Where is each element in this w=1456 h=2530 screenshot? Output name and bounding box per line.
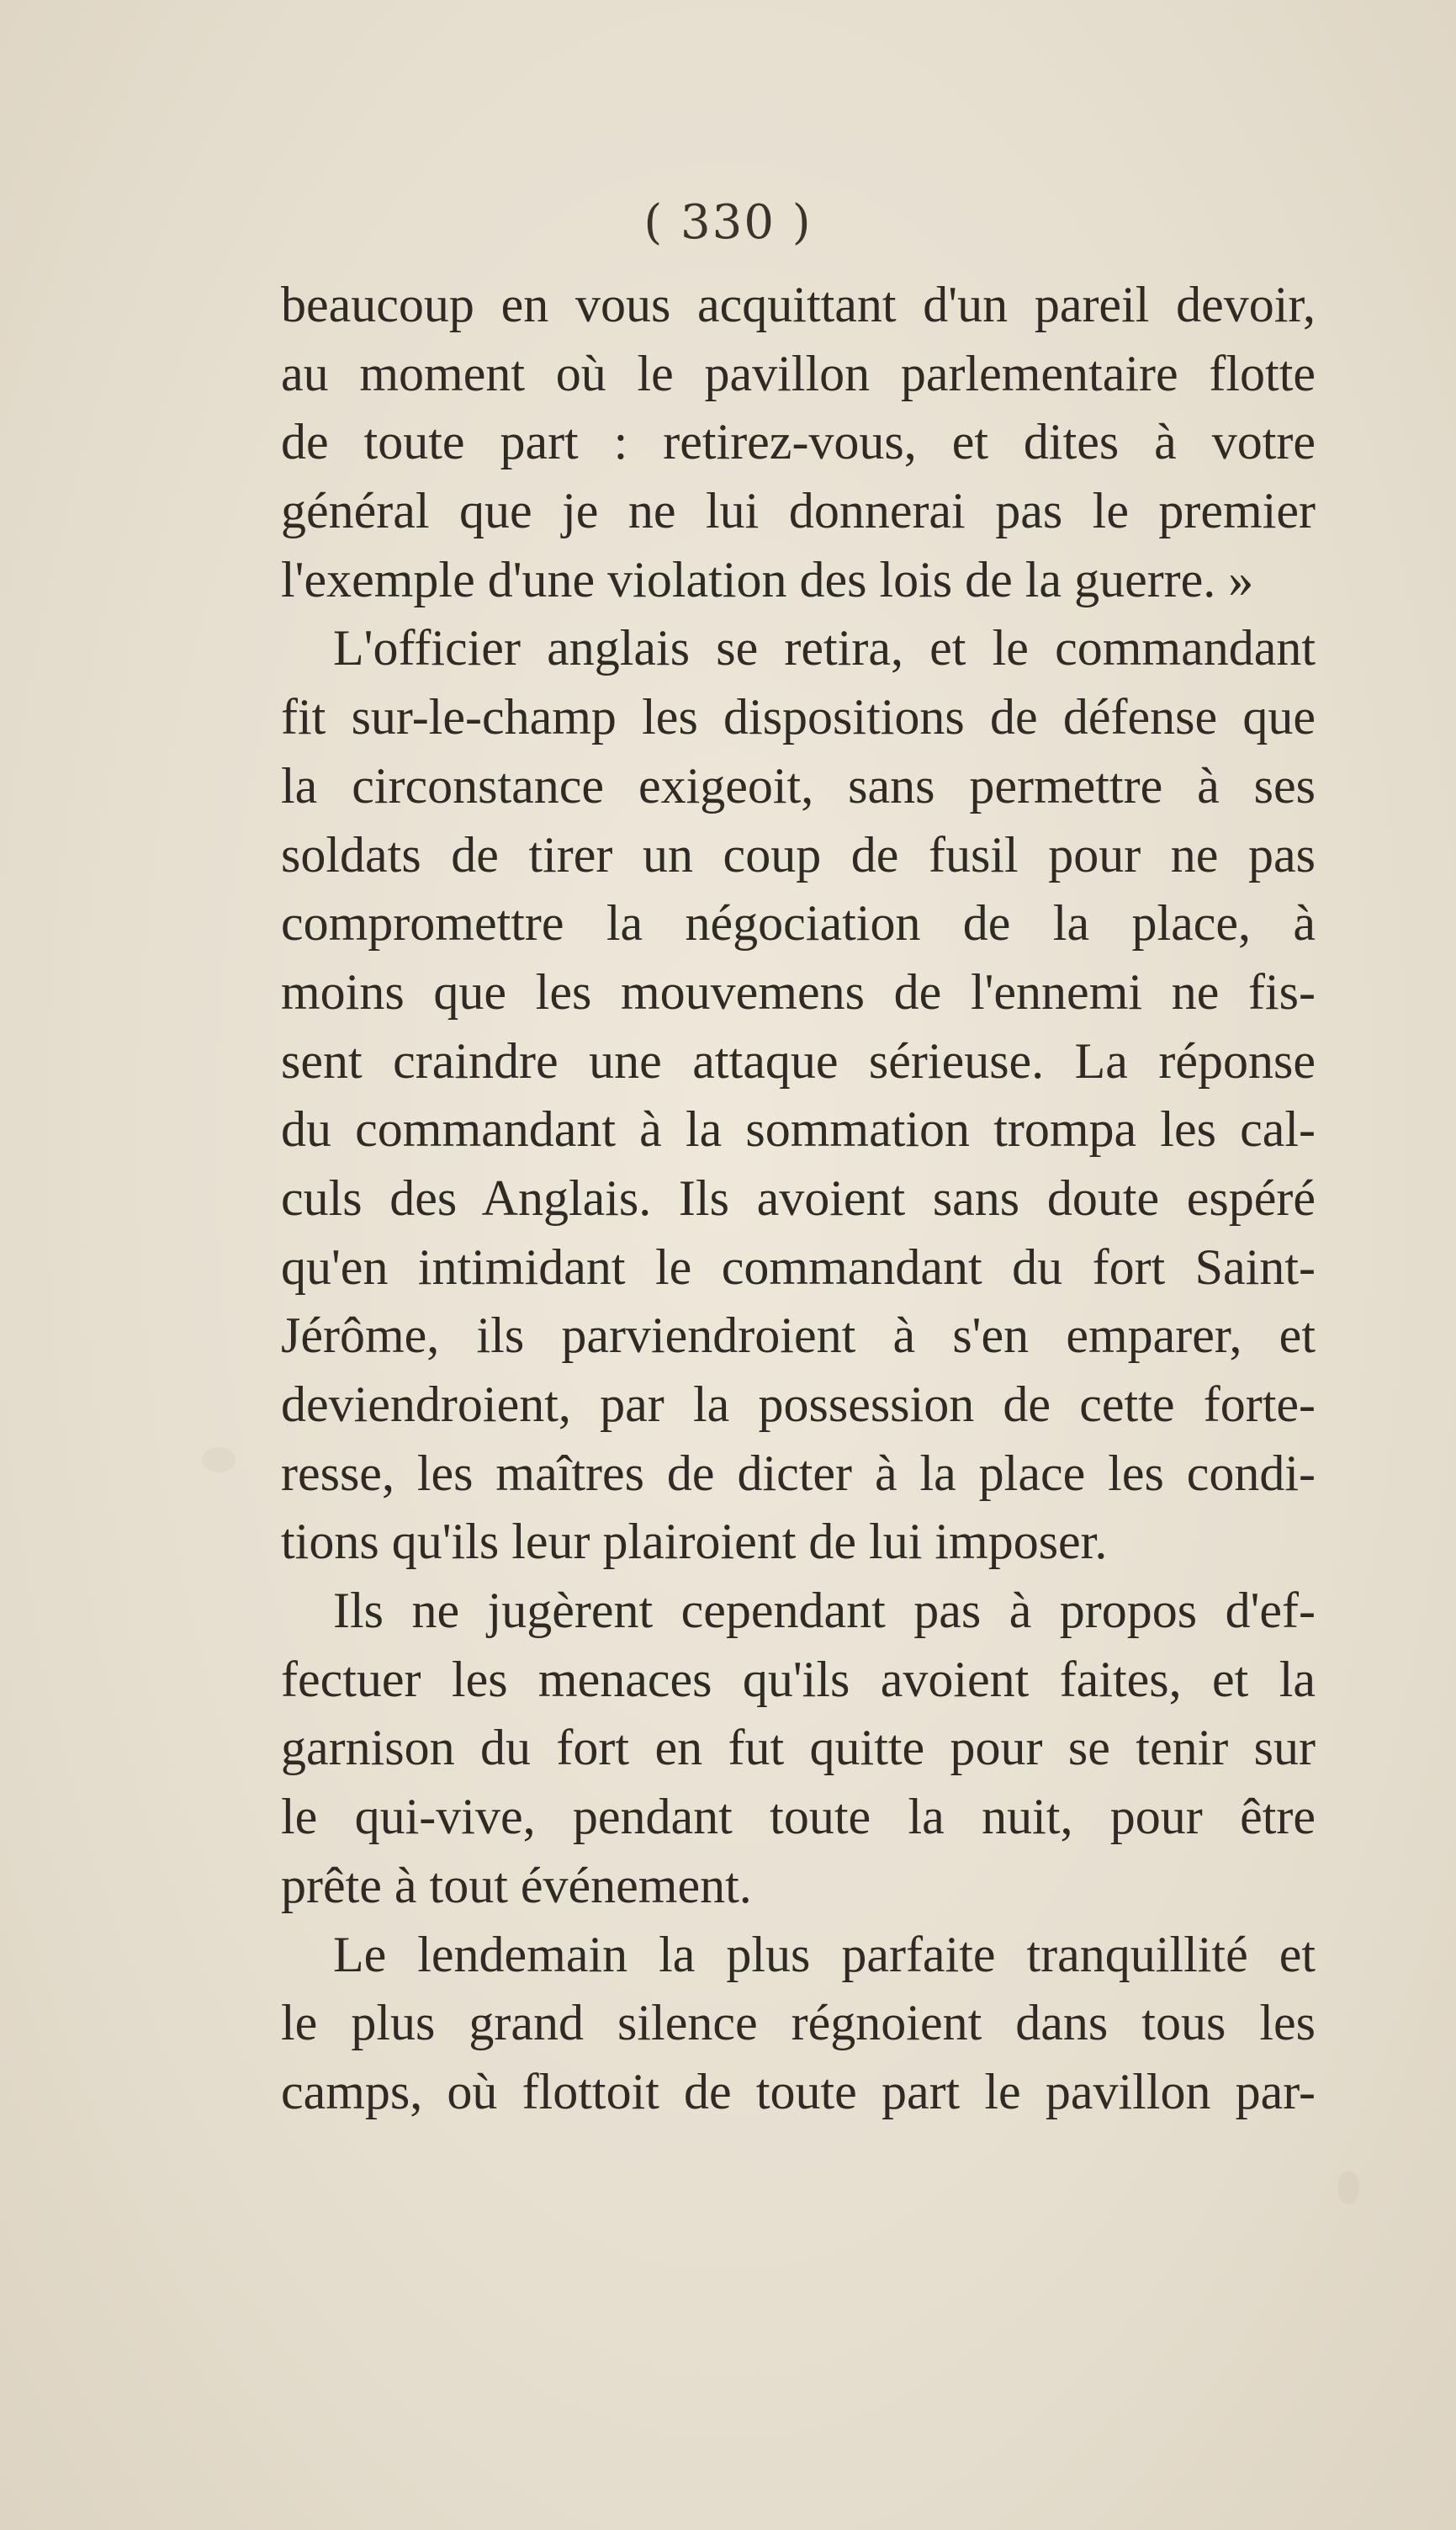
text-line: sent craindre une attaque sérieuse. La réponse <box>281 1032 1316 1089</box>
text-line: prête à tout événement. <box>281 1857 752 1913</box>
text-line: Le lendemain la plus parfaite tranquillité et <box>333 1926 1316 1982</box>
text-line: fit sur-le-champ les dispositions de défense que <box>281 689 1316 745</box>
text-line: qu'en intimidant le commandant du fort Saint- <box>281 1238 1316 1295</box>
text-line: au moment où le pavillon parlementaire flotte <box>281 345 1316 401</box>
text-line: beaucoup en vous acquittant d'un pareil devoir, <box>281 277 1316 332</box>
text-line: l'exemple d'une violation des lois de la guerre. » <box>281 551 1254 607</box>
text-line: soldats de tirer un coup de fusil pour ne pas <box>281 826 1316 883</box>
paper-stain <box>202 1447 236 1472</box>
text-line: le qui-vive, pendant toute la nuit, pour être <box>281 1789 1316 1845</box>
text-line: deviendroient, par la possession de cette forte- <box>281 1376 1316 1432</box>
text-line: garnison du fort en fut quitte pour se tenir sur <box>281 1720 1316 1776</box>
text-line: la circonstance exigeoit, sans permettre à ses <box>281 757 1316 814</box>
text-line: Jérôme, ils parviendroient à s'en emparer, et <box>281 1307 1316 1364</box>
paper-stain <box>1337 2171 1359 2204</box>
text-line: culs des Anglais. Ils avoient sans doute espéré <box>281 1170 1316 1226</box>
text-line: fectuer les menaces qu'ils avoient faites, et la <box>281 1651 1316 1707</box>
text-line: camps, où flottoit de toute part le pavillon par- <box>281 2063 1316 2119</box>
text-line: moins que les mouvemens de l'ennemi ne fis- <box>281 963 1316 1020</box>
text-line: L'officier anglais se retira, et le commandant <box>333 620 1316 676</box>
text-line: tions qu'ils leur plairoient de lui imposer. <box>281 1514 1108 1570</box>
text-line: de toute part : retirez-vous, et dites à votre <box>281 414 1316 470</box>
text-line: général que je ne lui donnerai pas le premier <box>281 483 1316 539</box>
text-line: compromettre la négociation de la place, à <box>281 895 1316 952</box>
text-line: du commandant à la sommation trompa les cal- <box>281 1101 1316 1158</box>
text-line: Ils ne jugèrent cependant pas à propos d'ef- <box>333 1583 1316 1639</box>
body-text <box>281 271 1316 2127</box>
text-line: le plus grand silence régnoient dans tous les <box>281 1995 1316 2051</box>
text-line: resse, les maîtres de dicter à la place les condi- <box>281 1445 1316 1501</box>
page-number: ( 330 ) <box>643 195 813 250</box>
